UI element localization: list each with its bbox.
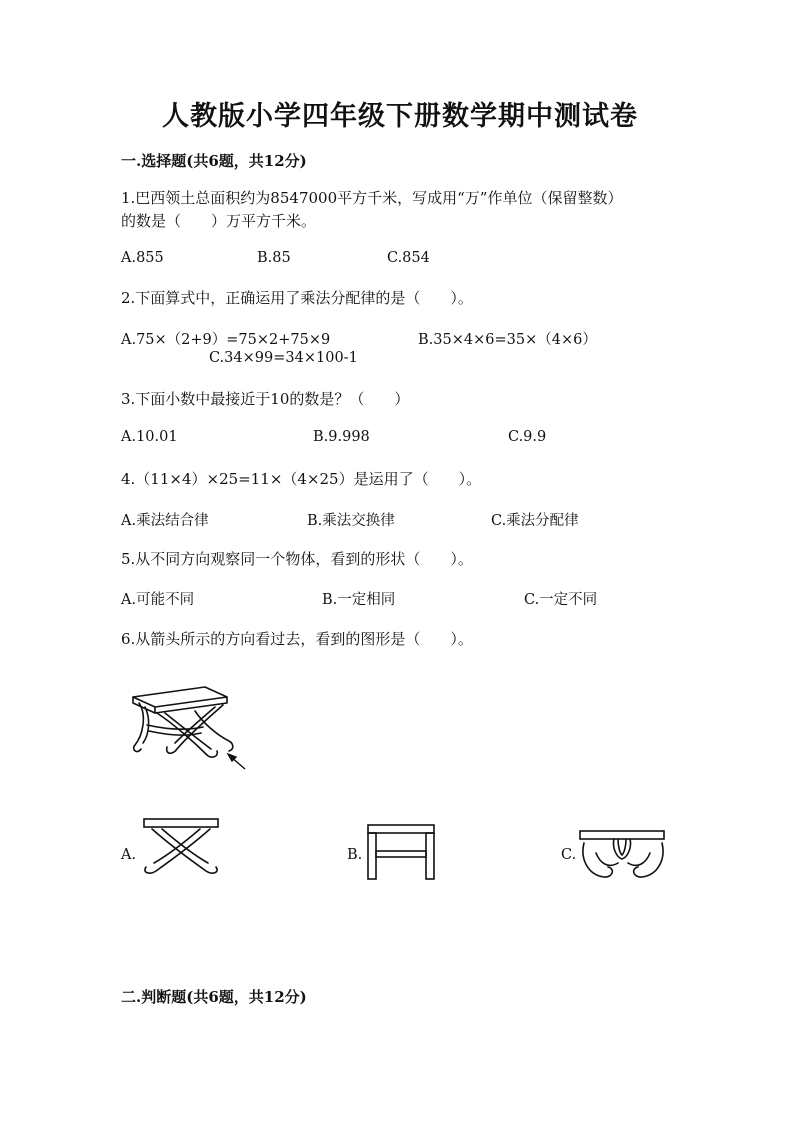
option-a-x-shape-figure <box>140 817 222 879</box>
question-2: 2.下面算式中，正确运用了乘法分配律的是（ ）。 <box>121 289 473 307</box>
question-5: 5.从不同方向观察同一个物体，看到的形状（ ）。 <box>121 550 473 568</box>
q3-option-c: C.9.9 <box>508 429 547 445</box>
q1-option-c: C.854 <box>387 250 430 266</box>
q2-option-c: C.34×99=34×100-1 <box>209 350 358 366</box>
question-3: 3.下面小数中最接近于10的数是？（ ） <box>121 390 410 408</box>
q1-option-a: A.855 <box>121 250 164 266</box>
option-c-curved-legs-figure <box>578 829 668 884</box>
question-1 <box>121 187 681 233</box>
question-1-line2: 的数是（ ）万平方千米。 <box>121 212 317 230</box>
q4-option-c: C.乘法分配律 <box>491 513 579 529</box>
stool-illustration <box>125 685 250 775</box>
q6-option-a-label: A. <box>121 847 137 863</box>
q1-option-b: B.85 <box>257 250 291 266</box>
question-4: 4.（11×4）×25=11×（4×25）是运用了（ ）。 <box>121 470 482 488</box>
q6-option-b-label: B. <box>347 847 363 863</box>
q2-option-b: B.35×4×6=35×（4×6） <box>418 332 597 348</box>
question-1-line1: 1.巴西领土总面积约为8547000平方千米，写成用“万”作单位（保留整数） <box>121 189 623 207</box>
question-6: 6.从箭头所示的方向看过去，看到的图形是（ ）。 <box>121 630 473 648</box>
q3-option-b: B.9.998 <box>313 429 370 445</box>
q2-option-a: A.75×（2+9）=75×2+75×9 <box>121 332 331 348</box>
q3-option-a: A.10.01 <box>121 429 178 445</box>
option-b-table-shape-figure <box>366 823 438 883</box>
q5-option-a: A.可能不同 <box>121 592 195 608</box>
section-heading-judgment: 二.判断题(共6题，共12分) <box>121 988 307 1006</box>
q5-option-b: B.一定相同 <box>322 592 396 608</box>
q4-option-a: A.乘法结合律 <box>121 513 209 529</box>
q5-option-c: C.一定不同 <box>524 592 598 608</box>
q4-option-b: B.乘法交换律 <box>307 513 395 529</box>
q6-option-c-label: C. <box>561 847 577 863</box>
page-title: 人教版小学四年级下册数学期中测试卷 <box>162 101 638 132</box>
section-heading-choice: 一.选择题(共6题，共12分) <box>121 152 307 170</box>
